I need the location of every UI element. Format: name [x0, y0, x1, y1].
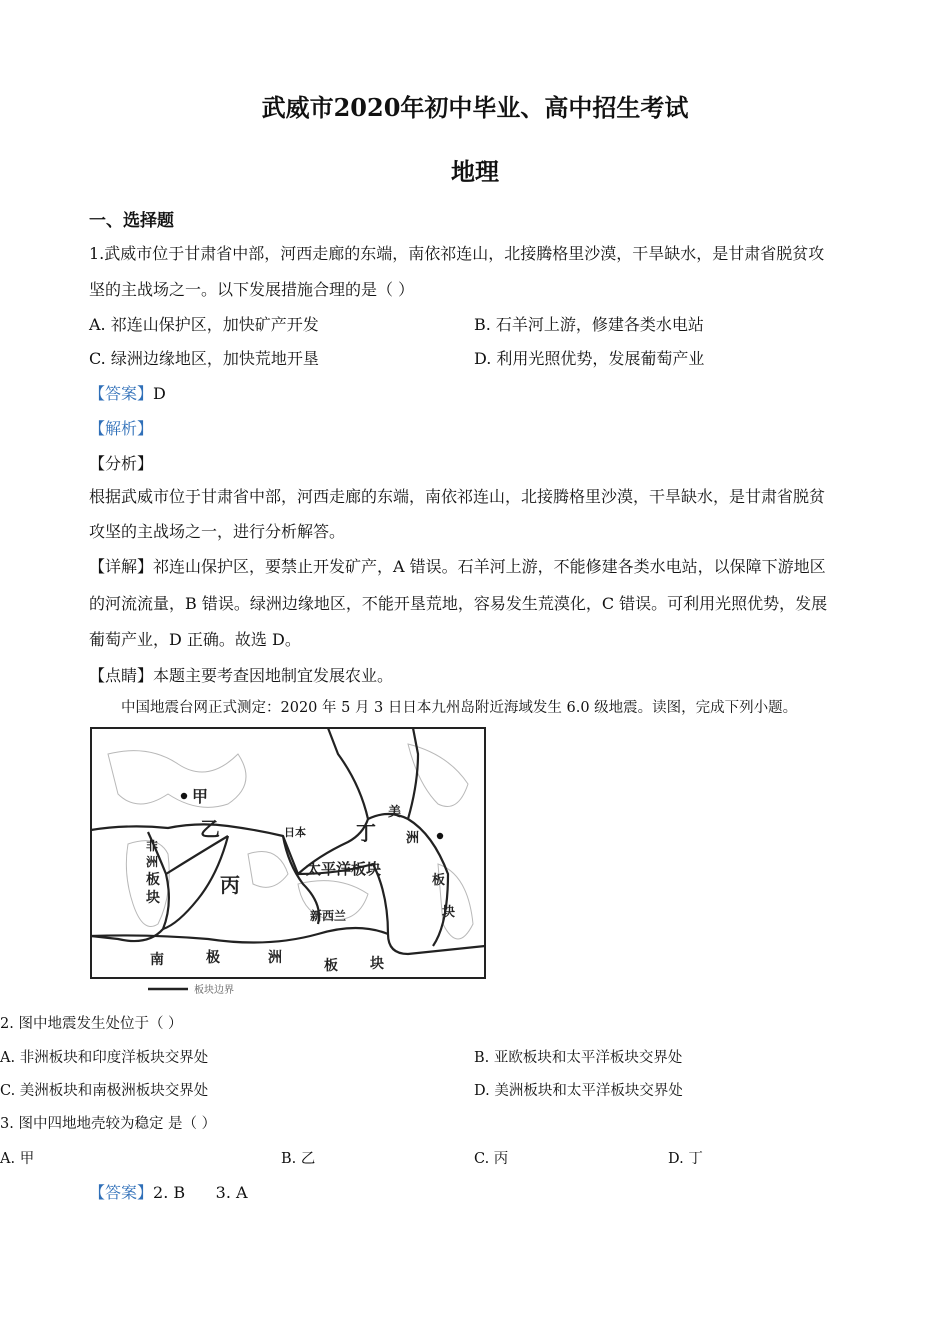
- detail-text1: 祁连山保护区，要禁止开发矿产，A 错误。石羊河上游，不能修建各类水电站，以保障下游地区: [153, 557, 826, 576]
- label-nanji-2: 极: [206, 950, 220, 966]
- answer-value: D: [153, 384, 166, 403]
- fenxi-tag: 【分析】: [89, 454, 154, 473]
- answer-tag: 【答案】: [89, 384, 154, 403]
- q3-option-b: B. 乙: [281, 1151, 316, 1167]
- section-heading: 一、选择题: [89, 211, 174, 231]
- q1-stem-line1: 1.武威市位于甘肃省中部，河西走廊的东端，南依祁连山，北接腾格里沙漠，干旱缺水，是甘肃省脱贫攻: [89, 244, 825, 263]
- q2-stem: 2. 图中地震发生处位于（ ）: [0, 1016, 183, 1032]
- q3-option-c: C. 丙: [474, 1151, 509, 1167]
- plate-map-figure: [88, 724, 488, 998]
- label-bing: 丙: [220, 873, 240, 897]
- label-nanji-4: 板: [324, 958, 338, 974]
- q23-intro: 中国地震台网正式测定：2020 年 5 月 3 日日本九州岛附近海域发生 6.0 级地震。读图，完成下列小题。: [121, 700, 798, 716]
- detail-tag: 【详解】: [89, 557, 154, 576]
- fenxi-line2: 攻坚的主战场之一，进行分析解答。: [89, 522, 346, 541]
- label-nanji-5: 块: [370, 956, 384, 972]
- label-meizhou-4: 块: [442, 905, 456, 920]
- q2-option-d: D. 美洲板块和太平洋板块交界处: [474, 1083, 683, 1099]
- q2-option-c: C. 美洲板块和南极洲板块交界处: [0, 1083, 209, 1099]
- q1-answer: [89, 381, 166, 404]
- comment-tag: 【点睛】: [89, 666, 154, 685]
- q3-option-d: D. 丁: [668, 1151, 703, 1167]
- q1-option-c: C. 绿洲边缘地区，加快荒地开垦: [89, 349, 319, 368]
- label-feizhou-2: 洲: [146, 855, 159, 869]
- label-meizhou-3: 板: [432, 873, 446, 888]
- label-nanji-3: 洲: [268, 950, 282, 966]
- label-taipingyang: 太平洋板块: [306, 860, 382, 878]
- q2-option-a: A. 非洲板块和印度洋板块交界处: [0, 1050, 209, 1066]
- label-meizhou-1: 美: [388, 805, 402, 820]
- detail-line3: 葡萄产业，D 正确。故选 D。: [89, 630, 301, 649]
- document-title: 武威市2020年初中毕业、高中招生考试: [261, 93, 689, 122]
- label-feizhou-3: 板: [146, 872, 160, 888]
- q3-option-a: A. 甲: [0, 1151, 35, 1167]
- subject-title: 地理: [451, 157, 499, 186]
- q1-stem-line2: 坚的主战场之一。以下发展措施合理的是（ ）: [89, 280, 415, 299]
- q1-option-a: A. 祁连山保护区，加快矿产开发: [89, 315, 319, 334]
- label-xinxilan: 新西兰: [310, 909, 347, 923]
- q1-option-b: B. 石羊河上游，修建各类水电站: [474, 315, 704, 334]
- q1-option-d: D. 利用光照优势，发展葡萄产业: [474, 349, 705, 368]
- label-nanji-1: 南: [150, 952, 164, 968]
- q23-answer: [89, 1180, 248, 1203]
- q2-option-b: B. 亚欧板块和太平洋板块交界处: [474, 1050, 683, 1066]
- comment-line: [89, 663, 393, 686]
- label-riben: 日本: [284, 826, 306, 839]
- analysis-tag: 【解析】: [89, 419, 154, 438]
- label-jia: 甲: [192, 787, 209, 806]
- point-jia: [181, 793, 187, 799]
- label-meizhou-2: 洲: [406, 831, 420, 846]
- legend-label: 板块边界: [194, 985, 234, 996]
- point-ding: [437, 833, 443, 839]
- answer23-value: 2. B 3. A: [153, 1183, 248, 1202]
- label-feizhou-1: 非: [146, 839, 159, 853]
- label-feizhou-4: 块: [146, 890, 160, 906]
- label-ding: 丁: [356, 821, 376, 845]
- answer23-tag: 【答案】: [89, 1183, 154, 1202]
- detail-line2: 的河流流量，B 错误。绿洲边缘地区，不能开垦荒地，容易发生荒漠化，C 错误。可利用光照优势，发展: [89, 594, 828, 613]
- comment-text: 本题主要考查因地制宜发展农业。: [153, 666, 394, 685]
- detail-line1: [89, 554, 826, 577]
- label-yi: 乙: [200, 817, 220, 841]
- fenxi-line1: 根据武威市位于甘肃省中部，河西走廊的东端，南依祁连山，北接腾格里沙漠，干旱缺水，是甘肃省脱贫: [89, 487, 826, 506]
- q3-stem: 3. 图中四地地壳较为稳定 是（ ）: [0, 1116, 217, 1132]
